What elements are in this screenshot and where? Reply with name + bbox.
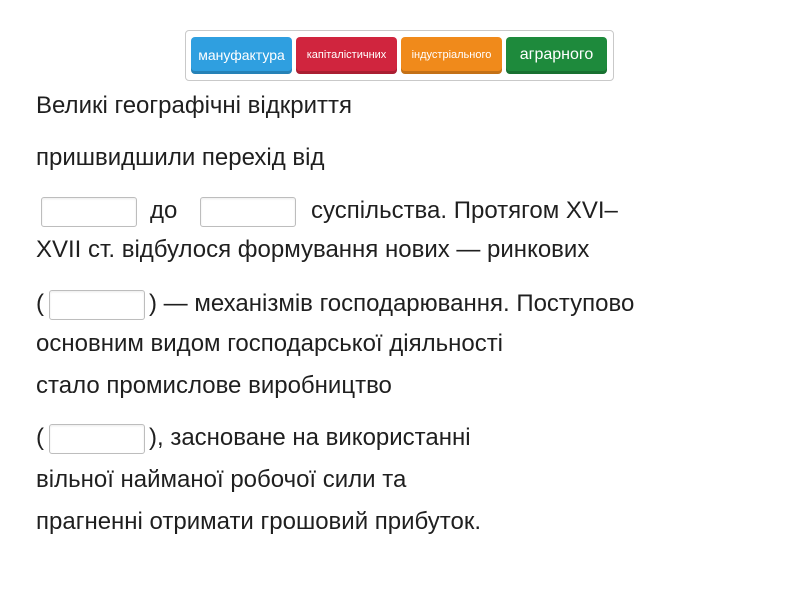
text-line-5-close: ) — механізмів господарювання. Поступово <box>149 290 635 317</box>
chip-kapitalistychnykh[interactable]: капіталістичних <box>296 37 397 74</box>
text-line-5-open: ( <box>36 290 44 317</box>
blank-3[interactable] <box>49 290 145 320</box>
text-line-6: основним видом господарської діяльності <box>36 330 504 357</box>
blank-2[interactable] <box>200 197 296 227</box>
text-line-3a: до <box>150 197 178 224</box>
chip-manufactura[interactable]: мануфактура <box>191 37 292 74</box>
text-line-8-open: ( <box>36 424 44 451</box>
chip-industrialnoho[interactable]: індустріального <box>401 37 502 74</box>
text-line-7: стало промислове виробництво <box>36 372 392 399</box>
blank-4[interactable] <box>49 424 145 454</box>
text-line-8-close: ), засноване на використанні <box>149 424 471 451</box>
text-line-9: вільної найманої робочої сили та <box>36 466 407 493</box>
text-line-2: пришвидшили перехід від <box>36 144 325 171</box>
text-line-3b: суспільства. Протягом XVI– <box>311 197 618 224</box>
text-line-4: XVII ст. відбулося формування нових — ринкових <box>36 236 590 263</box>
blank-1[interactable] <box>41 197 137 227</box>
text-line-10: прагненні отримати грошовий прибуток. <box>36 508 481 535</box>
word-bank <box>185 30 614 81</box>
text-line-1: Великі географічні відкриття <box>36 92 352 119</box>
chip-ahrarnoho[interactable]: аграрного <box>506 37 607 74</box>
